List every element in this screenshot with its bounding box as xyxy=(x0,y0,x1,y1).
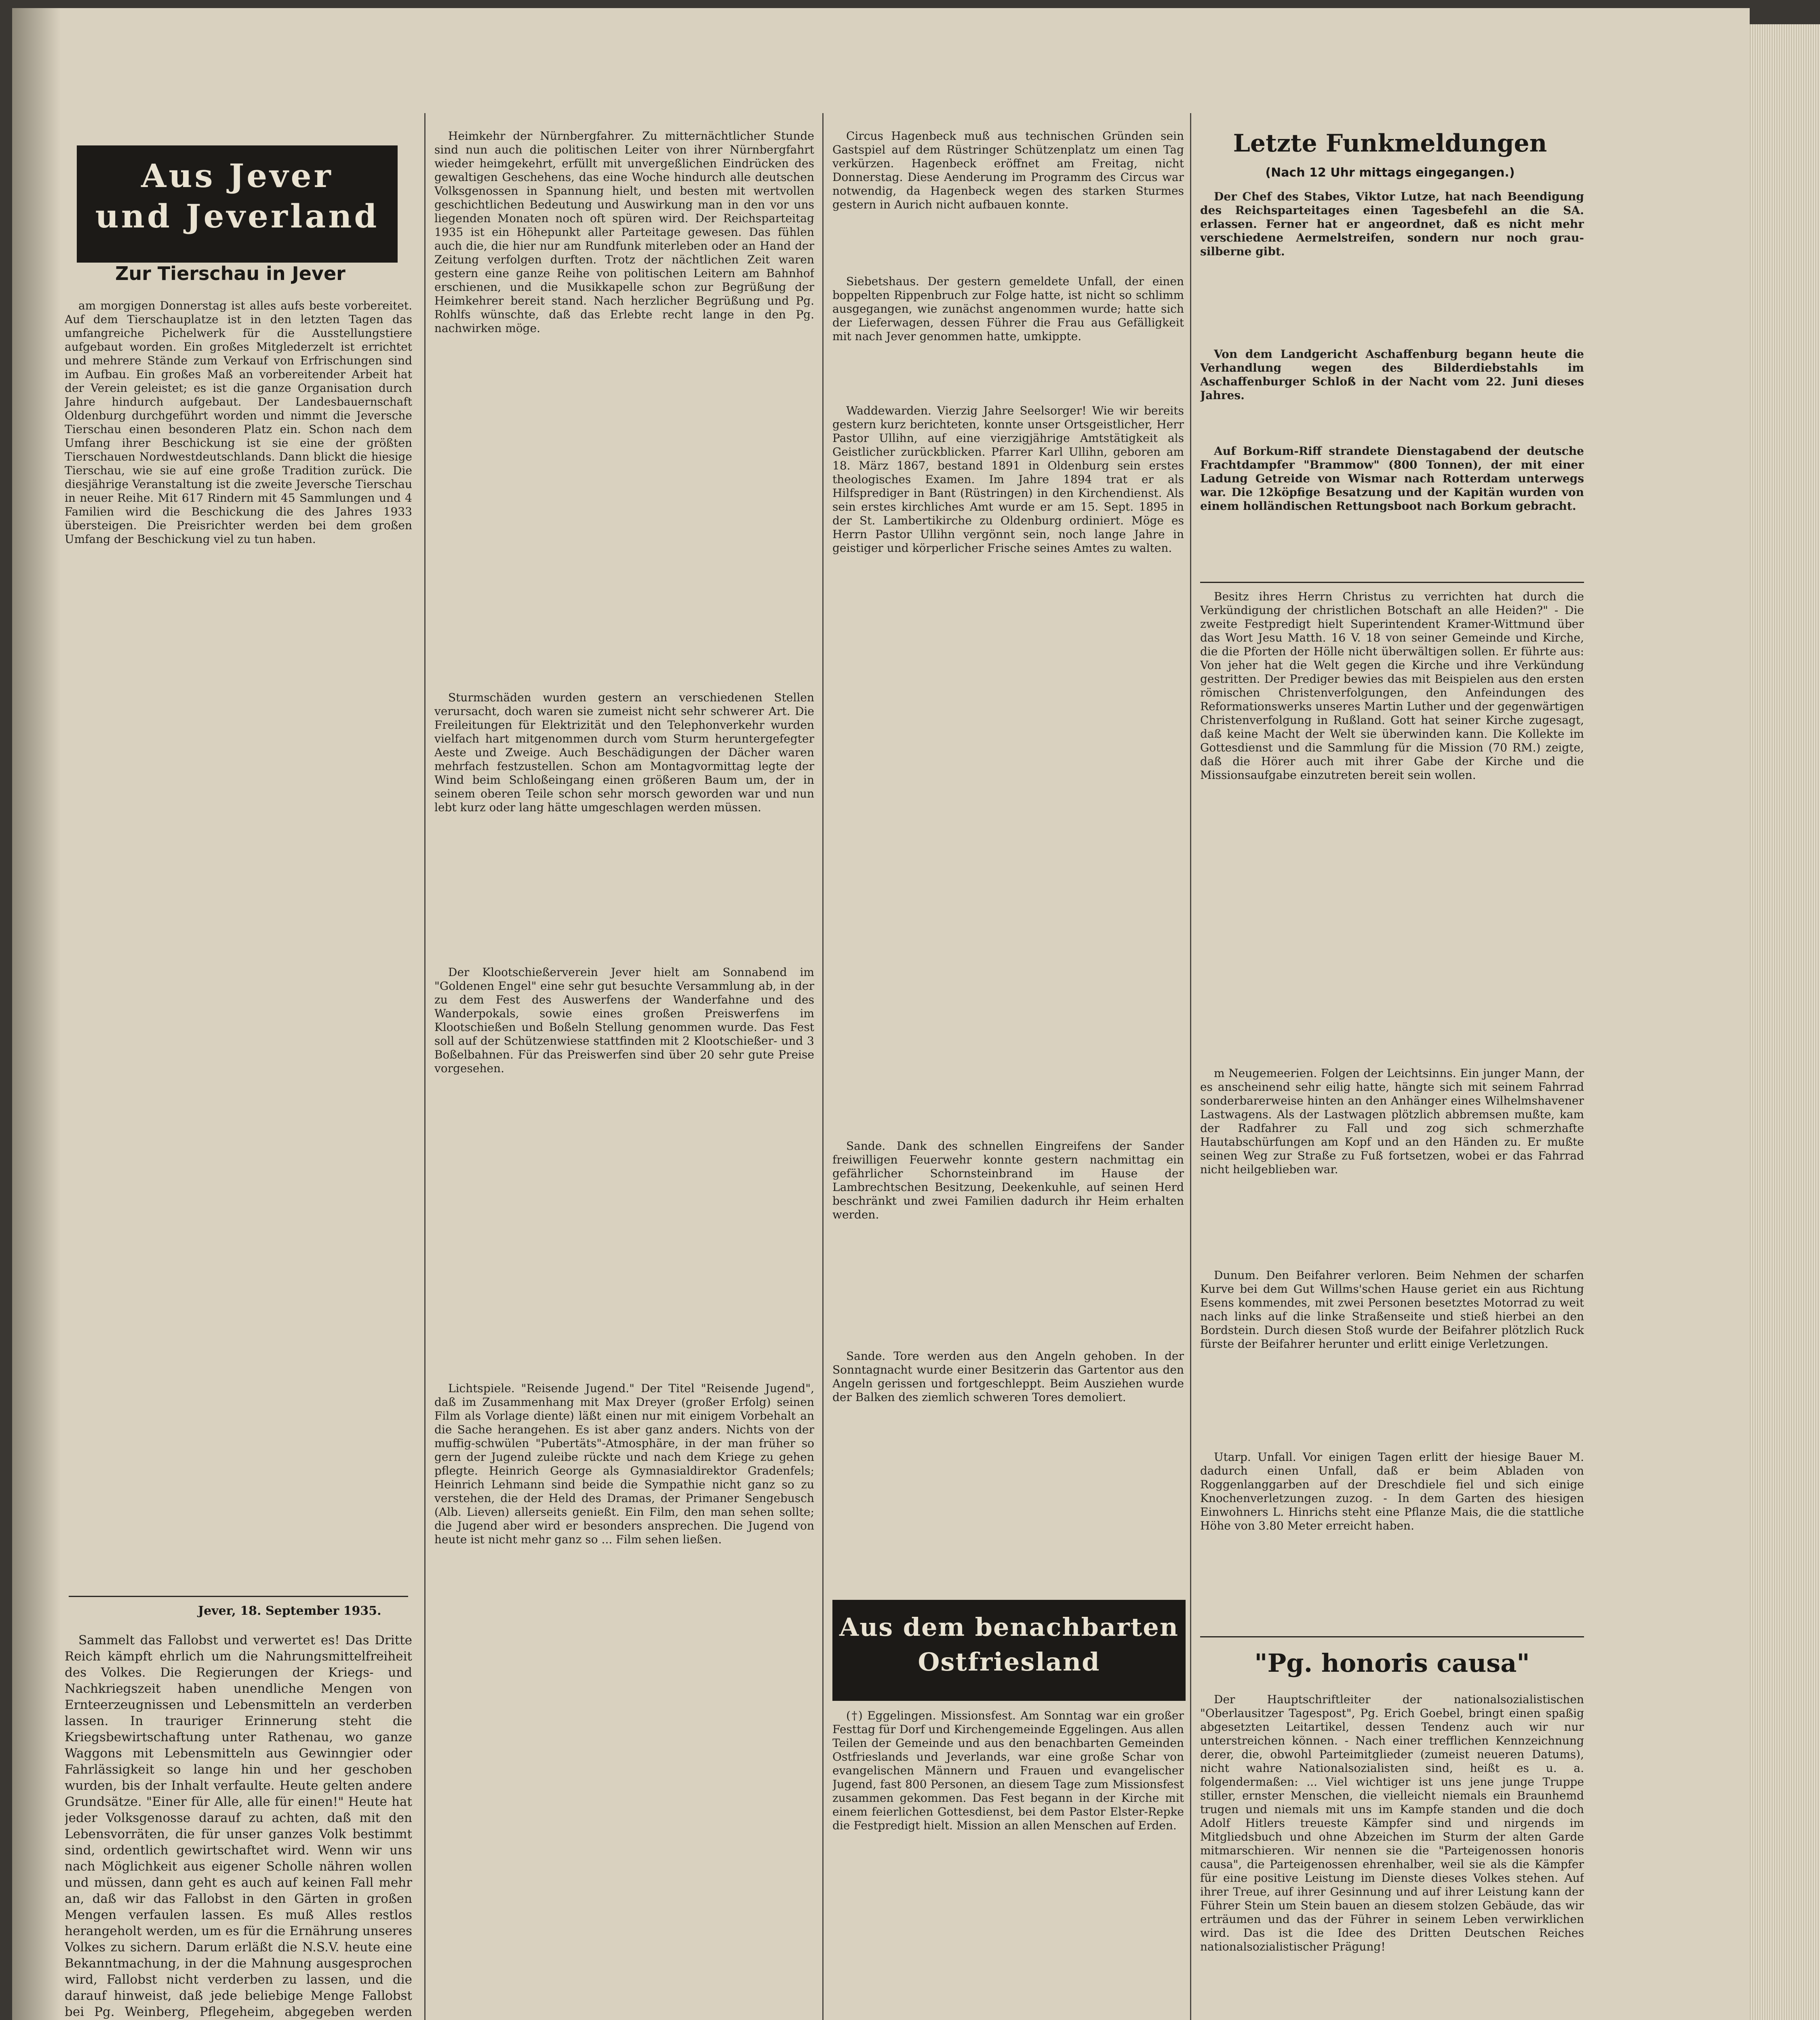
honoris-causa-paragraph: Der Hauptschriftleiter der nationalsozialistischen "Oberlausitzer Tagespost", Pg. Erich Goebel, bringt einen spaßig abgesetzten Leitartikel, dessen Tendenz auch wir nur unterstreichen können. - Nach einer trefflichen Kennzeichnung derer, die, obwohl Parteimitglieder (zumeist neueren Datums), nicht wahre Nationalsozialisten sind, heißt es u. a. folgendermaßen: ... Viel wichtiger ist uns jene junge Truppe stiller, ernster Menschen, die vielleicht niemals ein Braunhemd trugen und niemals mit uns im Kampfe standen und die doch Adolf Hitlers treueste Kämpfer sind und nirgends im Mitgliedsbuch und ohne Abzeichen im Sturm der alten Garde mitmarschieren. Wir nennen sie die "Parteigenossen honoris causa", die Parteigenossen ehrenhalber, weil sie als die Kämpfer für eine positive Leistung im Dienste dieses Volkes stehen. Auf ihrer Treue, auf ihrer Gesinnung und auf ihrer Leistung kann der Führer Stein um Stein bauen an diesem stolzen Gebäude, das wir erträumen und das der Führer in seinem Leben verwirklichen wird. Das ist die Idee des Dritten Deutschen Reiches nationalsozialistischer Prägung! xyxy=(1200,1693,1584,1953)
nuernberg-paragraph: Heimkehr der Nürnbergfahrer. Zu mitternächtlicher Stunde sind nun auch die politischen Leiter von ihrer Nürnbergfahrt wieder heimgekehrt, erfüllt mit unvergeßlichen Eindrücken des gewaltigen Geschehens, das eine Woche hindurch alle deutschen Volksgenossen in Spannung hielt, und besten mit wertvollen geschichtlichen Bedeutung und Auswirkung man in den vor uns liegenden Monaten noch oft spüren wird. Der Reichsparteitag 1935 ist ein Höhepunkt aller Parteitage gewesen. Das fühlen auch die, die hier nur am Rundfunk miterleben oder an Hand der Zeitung verfolgen durften. Trotz der nächtlichen Zeit waren gestern eine ganze Reihe von politischen Leitern am Bahnhof erschienen, und die Musikkapelle schon zur Begrüßung der Heimkehrer bereit stand. Nach herzlicher Begrüßung und Pg. Rohlfs wünschte, daß das Erlebte recht lange in den Pg. nachwirken möge. xyxy=(434,129,814,335)
book-binding-gutter xyxy=(12,8,61,2020)
funk-aschaffenburg-paragraph: Von dem Landgericht Aschaffenburg begann heute die Verhandlung wegen des Bilderdiebstahls im Aschaffenburger Schloß in der Nacht vom 22. Juni dieses Jahres. xyxy=(1200,347,1584,402)
siebetshaus-paragraph: Siebetshaus. Der gestern gemeldete Unfall, der einen boppelten Rippenbruch zur Folge hatte, ist nicht so schlimm ausgegangen, wie zunächst angenommen wurde; hatte sich der Lieferwagen, dessen Führer die Frau aus Gefälligkeit mit nach Jever genommen hatte, umkippte. xyxy=(832,275,1184,343)
sturmschaeden-paragraph: Sturmschäden wurden gestern an verschiedenen Stellen verursacht, doch waren sie zumeist nicht sehr schwerer Art. Die Freileitungen für Elektrizität und den Telephonverkehr wurden vielfach hart mitgenommen durch vom Sturm heruntergefegter Aeste und Zweige. Auch Beschädigungen der Dächer waren mehrfach festzustellen. Schon am Montagvormittag legte der Wind beim Schloßeingang einen größeren Baum um, der in seinem oberen Teile schon sehr morsch geworden war und nun lebt kurz oder lang hätte umgeschlagen werden müssen. xyxy=(434,691,814,814)
seelsorger-paragraph: Waddewarden. Vierzig Jahre Seelsorger! Wie wir bereits gestern kurz berichteten, konnte unser Ortsgeistlicher, Herr Pastor Ullihn, auf eine vierzigjährige Amtstätigkeit als Geistlicher zurückblicken. Pfarrer Karl Ullihn, geboren am 18. März 1867, bestand 1891 in Oldenburg sein erstes theologisches Examen. Im Jahre 1894 trat er als Hilfsprediger in Bant (Rüstringen) in den Kirchendienst. Als sein erstes kirchliches Amt wurde er am 15. Sept. 1895 in der St. Lambertikirche zu Oldenburg ordiniert. Möge es Herrn Pastor Ullihn vergönnt sein, noch lange Jahre in geistiger und körperlicher Frische seines Amtes zu walten. xyxy=(832,404,1184,555)
masthead-jever xyxy=(77,145,398,263)
dateline: Jever, 18. September 1935. xyxy=(198,1604,381,1618)
funkmeldungen-headline: Letzte Funkmeldungen xyxy=(1233,129,1547,158)
honoris-causa-article xyxy=(1200,1693,1584,2020)
section-divider xyxy=(69,1596,408,1597)
column-rule xyxy=(1190,113,1191,2020)
funk-item-borkum xyxy=(1200,444,1584,574)
mission-continuation-article xyxy=(1200,590,1584,1054)
lichtspiele-paragraph: Lichtspiele. "Reisende Jugend." Der Titel "Reisende Jugend", daß im Zusammenhang mit Max Dreyer (großer Erfolg) seinen Film als Vorlage diente) läßt einen nur mit einigem Vorbehalt an die Sache herangehen. Es ist aber ganz anders. Nichts von der muffig-schwülen "Pubertäts"-Atmosphäre, in der man früher so gern der Jugend zuleibe rückte und nach dem Kriege zu gehen pflegte. Heinrich George als Gymnasialdirektor Gradenfels; Heinrich Lehmann sind beide die Sympathie nicht ganz so zu verstehen, die der Held des Dramas, der Primaner Sengebusch (Alb. Lieven) allerseits genießt. Ein Film, den man sehen sollte; die Jugend aber wird er besonders ansprechen. Die Jugend von heute ist nicht mehr ganz so ... Film sehen ließen. xyxy=(434,1382,814,1546)
funk-item-aschaffenburg xyxy=(1200,347,1584,440)
column-rule xyxy=(424,113,426,2020)
honoris-causa-headline: "Pg. honoris causa" xyxy=(1254,1648,1530,1678)
funk-lutze-paragraph: Der Chef des Stabes, Viktor Lutze, hat nach Beendigung des Reichsparteitages einen Tagesbefehl an die SA. erlassen. Ferner hat er angeordnet, daß es nicht mehr verschiedene Aermelstreifen, sondern nur noch grau-silberne gibt. xyxy=(1200,190,1584,258)
lichtspiele-article xyxy=(434,1382,814,2020)
funk-item-lutze xyxy=(1200,190,1584,343)
sande-feuer-article xyxy=(832,1139,1184,1341)
utarp-paragraph: Utarp. Unfall. Vor einigen Tagen erlitt der hiesige Bauer M. dadurch einen Unfall, daß er beim Abladen von Roggenlanggarben auf der Dreschdiele fiel und sich einige Knochenverletzungen zuzog. - In dem Garten des hiesigen Einwohners L. Hinrichs steht eine Pflanze Mais, die die stattliche Höhe von 3.80 Meter erreicht haben. xyxy=(1200,1450,1584,1532)
masthead-ostfriesland xyxy=(832,1600,1186,1701)
masthead-title-line2: und Jeverland xyxy=(95,197,379,235)
tierschau-headline: Zur Tierschau in Jever xyxy=(115,263,345,284)
neugemeerien-paragraph: m Neugemeerien. Folgen der Leichtsinns. Ein junger Mann, der es anscheinend sehr eilig hatte, hängte sich mit seinem Fahrrad sonderbarerweise hinten an den Anhänger eines Wilhelmshavener Lastwagens. Als der Lastwagen plötzlich abbremsen mußte, kam der Radfahrer zu Fall und zog sich schmerzhafte Hautabschürfungen am Kopf und an den Händen zu. Er mußte seinen Weg zur Straße zu Fuß fortsetzen, wobei er das Fahrrad nicht heilgeblieben war. xyxy=(1200,1067,1584,1176)
klootschiesser-paragraph: Der Klootschießerverein Jever hielt am Sonnabend im "Goldenen Engel" eine sehr gut besuchte Versammlung ab, in der zu dem Fest des Auswerfens der Wanderfahne und des Wanderpokals, sowie eines großen Preiswerfens im Klootschießen und Boßeln Stellung genommen wurde. Das Fest soll auf der Schützenwiese stattfinden mit 2 Klootschießer- und 3 Boßelbahnen. Für das Preiswerfen sind über 20 sehr gute Preise vorgesehen. xyxy=(434,966,814,1075)
sturmschaeden-article xyxy=(434,691,814,949)
column-rule xyxy=(822,113,824,2020)
tierschau-paragraph: am morgigen Donnerstag ist alles aufs beste vorbereitet. Auf dem Tierschauplatze ist in den letzten Tagen das umfangreiche Pichelwerk für die Ausstellungstiere aufgebaut worden. Ein großes Mitglederzelt ist errichtet und mehrere Stände zum Verkauf von Erfrischungen sind im Aufbau. Ein großes Maß an vorbereitender Arbeit hat der Verein geleistet; es ist die ganze Organisation durch Jahre hindurch aufgebaut. Der Landesbauernschaft Oldenburg durchgeführt worden und nimmt die Jeversche Tierschau einen besonderen Platz ein. Schon nach dem Umfang ihrer Beschickung ist sie eine der größten Tierschauen Nordwestdeutschlands. Dann blickt die hiesige Tierschau, wie sie auf eine große Tradition zurück. Die diesjährige Veranstaltung ist die zweite Jeversche Tierschau in neuer Reihe. Mit 617 Rindern mit 45 Sammlungen und 4 Familien wird die Beschickung die des Jahres 1933 übersteigen. Die Preisrichter werden bei dem großen Umfang der Beschickung viel zu tun haben. xyxy=(65,299,412,546)
masthead-title-line1: Aus Jever xyxy=(141,157,333,195)
sande-tore-paragraph: Sande. Tore werden aus den Angeln gehoben. In der Sonntagnacht wurde einer Besitzerin das Gartentor aus den Angeln gerissen und fortgeschleppt. Beim Ausziehen wurde der Balken des ziemlich schweren Tores demoliert. xyxy=(832,1349,1184,1404)
newspaper-page xyxy=(12,8,1750,2020)
nuernberg-article xyxy=(434,129,814,675)
eggelingen-article xyxy=(832,1709,1184,2020)
mission-continuation-paragraph: Besitz ihres Herrn Christus zu verrichten hat durch die Verkündigung der christlichen Botschaft an alle Heiden?" - Die zweite Festpredigt hielt Superintendent Kramer-Wittmund über das Wort Jesu Matth. 16 V. 18 von seiner Gemeinde und Kirche, die die Pforten der Hölle nicht überwältigen sollen. Er führte aus: Von jeher hat die Welt gegen die Kirche und ihre Verkündung gestritten. Der Prediger bewies das mit Beispielen aus den ersten römischen Christenverfolgungen, den Anfeindungen des Reformationswerks unseres Martin Luther und der gegenwärtigen Christenverfolgung in Rußland. Gott hat seiner Kirche zugesagt, daß keine Macht der Welt sie überwinden kann. Die Kollekte im Gottesdienst und die Sammlung für die Mission (70 RM.) zeigte, daß die Hörer auch mit ihrer Gabe der Kirche und die Missionsaufgabe einzutreten bereit sein wollen. xyxy=(1200,590,1584,782)
utarp-article xyxy=(1200,1450,1584,1628)
section-divider xyxy=(1200,582,1584,583)
masthead-ostfriesland-line2: Ostfriesland xyxy=(918,1647,1100,1677)
klootschiesser-article xyxy=(434,966,814,1370)
funk-borkum-paragraph: Auf Borkum-Riff strandete Dienstagabend der deutsche Frachtdampfer "Brammow" (800 Tonnen), der mit einer Ladung Getreide von Wismar nach Rotterdam unterwegs war. Die 12köpfige Besatzung und der Kapitän wurden von einem holländischen Rettungsboot nach Borkum gebracht. xyxy=(1200,444,1584,513)
siebetshaus-article xyxy=(832,275,1184,396)
section-divider xyxy=(1200,1636,1584,1637)
funkmeldungen-subheadline: (Nach 12 Uhr mittags eingegangen.) xyxy=(1265,166,1515,180)
masthead-ostfriesland-line1: Aus dem benachbarten xyxy=(839,1612,1179,1642)
hagenbeck-paragraph: Circus Hagenbeck muß aus technischen Gründen sein Gastspiel auf dem Rüstringer Schützenplatz um einen Tag verkürzen. Hagenbeck eröffnet am Freitag, nicht Donnerstag. Diese Aenderung im Programm des Circus war notwendig, da Hagenbeck wegen des starken Sturmes gestern in Aurich nicht aufbauen konnte. xyxy=(832,129,1184,211)
neugemeerien-article xyxy=(1200,1067,1584,1260)
book-page-edges xyxy=(1750,24,1820,2020)
tierschau-article xyxy=(65,299,412,1584)
sande-feuer-paragraph: Sande. Dank des schnellen Eingreifens der Sander freiwilligen Feuerwehr konnte gestern nachmittag ein gefährlicher Schornsteinbrand im Hause der Lambrechtschen Besitzung, Deekenkuhle, auf seinen Herd beschränkt und zwei Familien dadurch ihr Heim erhalten werden. xyxy=(832,1139,1184,1221)
dunum-paragraph: Dunum. Den Beifahrer verloren. Beim Nehmen der scharfen Kurve bei dem Gut Willms'schen Hause geriet ein aus Richtung Esens kommendes, mit zwei Personen besetztes Motorrad zu weit nach links auf die linke Straßenseite und stieß hierbei an den Bordstein. Durch diesen Stoß wurde der Beifahrer plötzlich Ruck fürste der Beifahrer herunter und erlitt einige Verletzungen. xyxy=(1200,1269,1584,1351)
fallobst-article xyxy=(65,1632,412,2020)
sande-tore-article xyxy=(832,1349,1184,1576)
dunum-article xyxy=(1200,1269,1584,1442)
hagenbeck-article xyxy=(832,129,1184,267)
eggelingen-paragraph: (†) Eggelingen. Missionsfest. Am Sonntag war ein großer Festtag für Dorf und Kirchengemeinde Eggelingen. Aus allen Teilen der Gemeinde und aus den benachbarten Gemeinden Ostfrieslands und Jeverlands, war eine große Schar von evangelischen Männern und Frauen und evangelischer Jugend, fast 800 Personen, an diesem Tage zum Missionsfest zusammen gekommen. Das Fest begann in der Kirche mit einem feierlichen Gottesdienst, bei dem Pastor Elster-Repke die Festpredigt hielt. Mission an allen Menschen auf Erden. xyxy=(832,1709,1184,1832)
fallobst-paragraph: Sammelt das Fallobst und verwertet es! Das Dritte Reich kämpft ehrlich um die Nahrungsmittelfreiheit des Volkes. Die Regierungen der Kriegs- und Nachkriegszeit haben unendliche Mengen von Ernteerzeugnissen und Lebensmitteln an verderben lassen. In trauriger Erinnerung steht die Kriegsbewirtschaftung unter Rathenau, wo ganze Waggons mit Lebensmitteln aus Gewinngier oder Fahrlässigkeit so lange hin und her geschoben wurden, bis der Inhalt verfaulte. Heute gelten andere Grundsätze. "Einer für Alle, alle für einen!" Heute hat jeder Volksgenosse darauf zu achten, daß mit den Lebensvorräten, die für unser ganzes Volk bestimmt sind, ordentlich gewirtschaftet wird. Wenn wir uns nach Möglichkeit aus eigener Scholle nähren wollen und müssen, dann geht es auch auf keinen Fall mehr an, daß wir das Fallobst in den Gärten in großen Mengen verfaulen lassen. Es muß Alles restlos herangeholt werden, um es für die Ernährung unseres Volkes zu sichern. Darum erläßt die N.S.V. heute eine Bekanntmachung, in der die Mahnung ausgesprochen wird, Fallobst nicht verderben zu lassen, und die darauf hinweist, daß jede beliebige Menge Fallobst bei Pg. Weinberg, Pflegeheim, abgegeben werden xyxy=(65,1633,412,2019)
seelsorger-article xyxy=(832,404,1184,1131)
